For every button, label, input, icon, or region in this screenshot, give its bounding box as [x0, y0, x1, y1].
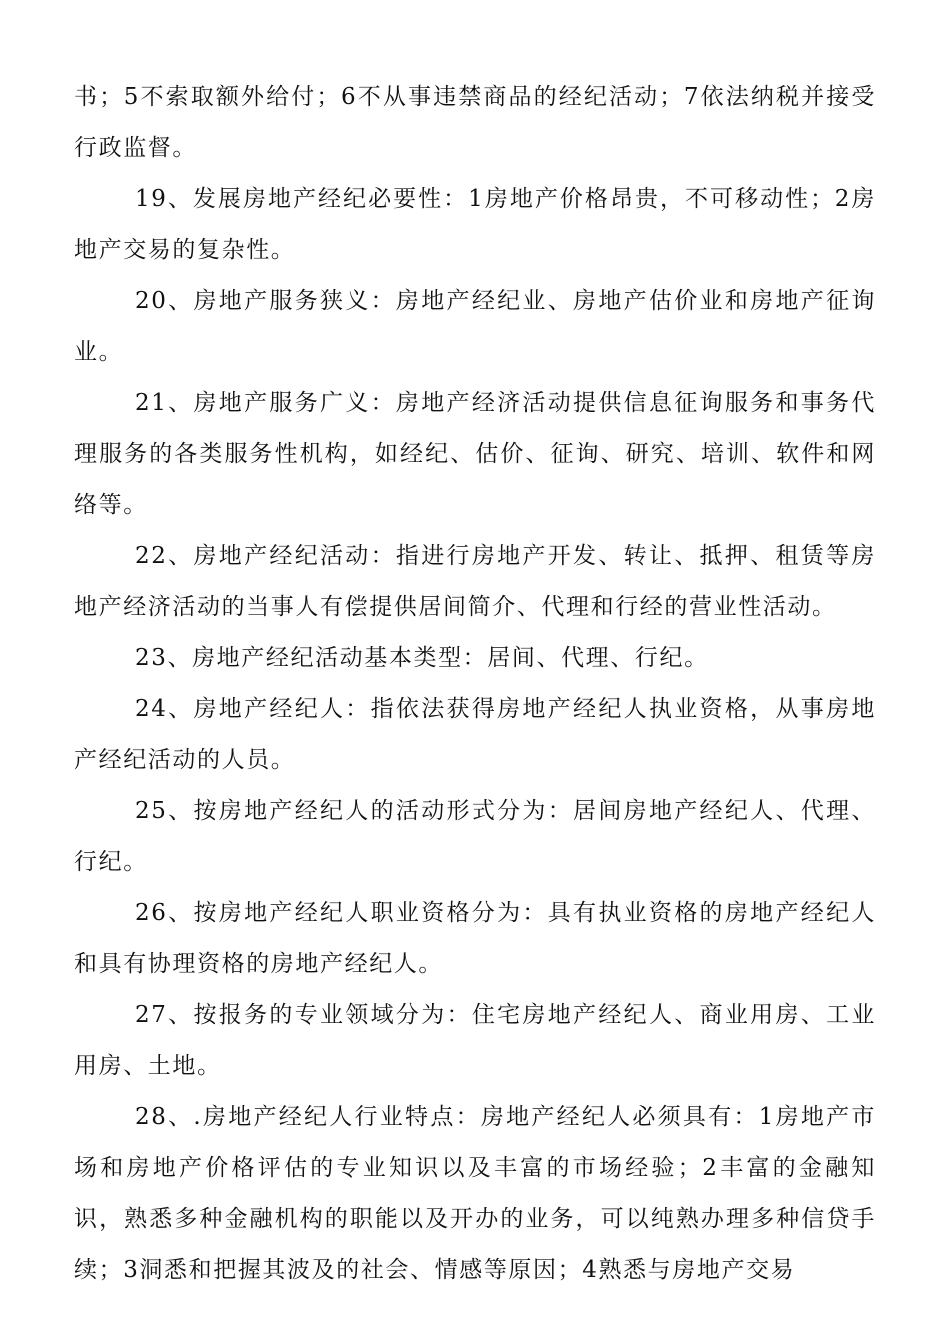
paragraph-24: 24、房地产经纪人：指依法获得房地产经纪人执业资格，从事房地产经纪活动的人员。 — [74, 696, 876, 773]
paragraph-21: 21、房地产服务广义：房地产经济活动提供信息征询服务和事务代理服务的各类服务性机构，如经纪、估价、征询、研究、培训、软件和网络等。 — [74, 390, 876, 518]
paragraph-28: 28、.房地产经纪人行业特点：房地产经纪人必须具有：1房地产市场和房地产价格评估的专业知识以及丰富的市场经验；2丰富的金融知识，熟悉多种金融机构的职能以及开办的业务，可以纯熟办理多种信贷手续；3洞悉和把握其波及的社会、情感等原因；4熟悉与房地产交易 — [74, 1104, 876, 1283]
paragraph-26: 26、按房地产经纪人职业资格分为：具有执业资格的房地产经纪人和具有协理资格的房地产经纪人。 — [74, 900, 876, 977]
paragraph-27: 27、按报务的专业领域分为：住宅房地产经纪人、商业用房、工业用房、土地。 — [74, 1002, 876, 1079]
paragraph-22: 22、房地产经纪活动：指进行房地产开发、转让、抵押、租赁等房地产经济活动的当事人有偿提供居间简介、代理和行经的营业性活动。 — [74, 543, 876, 620]
paragraph-19: 19、发展房地产经纪必要性：1房地产价格昂贵，不可移动性；2房地产交易的复杂性。 — [74, 186, 876, 263]
document-page — [74, 72, 876, 1296]
paragraph-23: 23、房地产经纪活动基本类型：居间、代理、行纪。 — [135, 645, 709, 671]
paragraph-25: 25、按房地产经纪人的活动形式分为：居间房地产经纪人、代理、行纪。 — [74, 798, 876, 875]
paragraph-20: 20、房地产服务狭义：房地产经纪业、房地产估价业和房地产征询业。 — [74, 288, 876, 365]
paragraph-continuation: 书；5不索取额外给付；6不从事违禁商品的经纪活动；7依法纳税并接受行政监督。 — [74, 84, 876, 161]
